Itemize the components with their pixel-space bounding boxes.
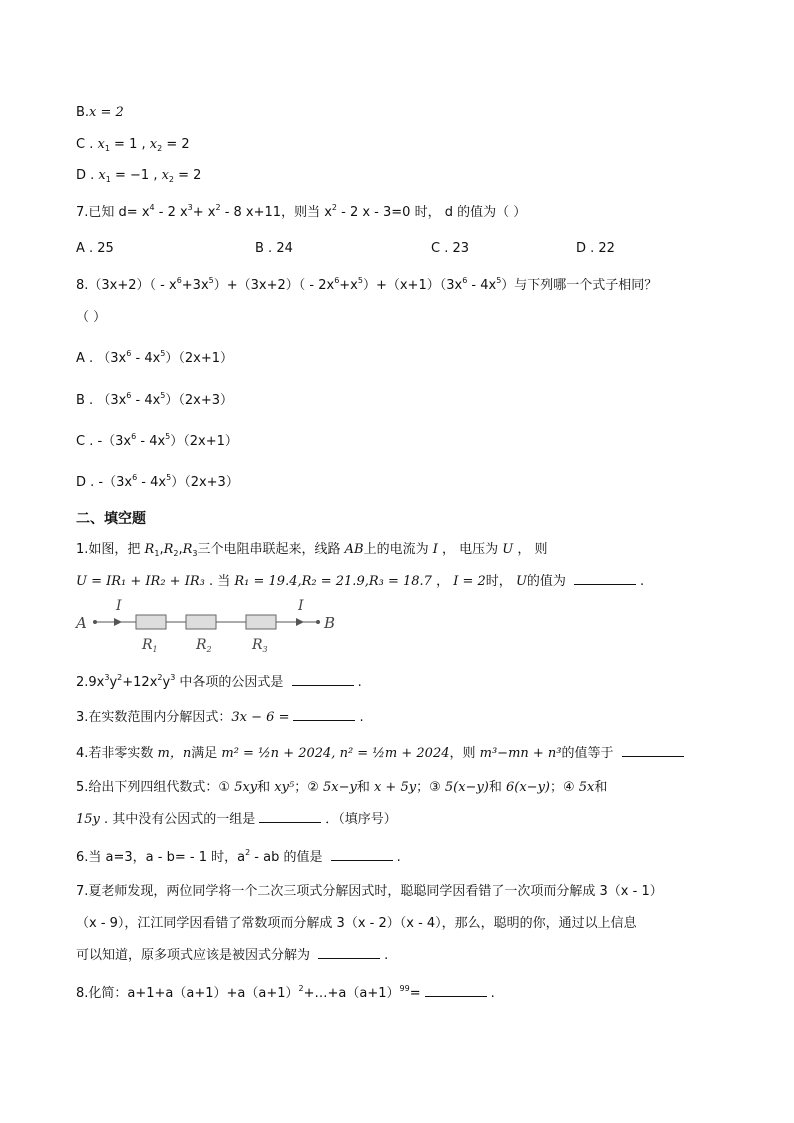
resistor-r2 [186,615,216,629]
answer-blank[interactable] [574,572,636,585]
resistor-r3 [246,615,276,629]
q7-option-b: B . 24 [255,241,293,256]
q8-option-a: A . $(3x^6 - 4x^5)(2x+1)$ [76,349,234,366]
answer-blank[interactable] [259,810,321,823]
question-7: 7.已知 $d= x^4 - 2$ $x^3+ x^2 - 8$ x+11，则当 $x^2 - 2$ x - 3=0 时， d 的值为（ ） [76,203,527,220]
fill-7-line-3: 可以知道，原多项式应该是被因式分解为 . [76,948,389,963]
fill-6: 6.当 a=3，a - b= - 1 时，$a^2$ - ab 的值是 . [76,848,401,865]
current-label-left: I [116,598,122,614]
resistor-r1-label: $R_1$ [142,637,158,654]
fill-1-line-2: U = IR₁ + IR₂ + IR₃ . 当 R₁ = 19.4,R₂ = 21.9,R₃ = 18.7 ， I = 2时， U的值为 . [76,574,645,589]
question-8: $8.(3x+2)( - x^6+3x^5)+(3x+2)( - 2x^6+x^5)+(x+1)(3x^6 - 4x^5)$与下列哪一个式子相同？ [76,276,658,293]
answer-blank[interactable] [622,744,684,757]
answer-blank[interactable] [293,708,355,721]
q7-option-a: A . 25 [76,241,114,256]
node-b-label: B [324,614,336,632]
q7-option-c: C . 23 [431,241,470,256]
current-label-right: I [298,598,304,614]
option-d: D . $x_1 = -1$ , $x_2 = 2$ [76,168,202,184]
section-title: 二、填空题 [76,511,146,527]
answer-blank[interactable] [292,673,354,686]
fill-3: 3.在实数范围内分解因式：3x − 6 = . [76,710,364,725]
q8-option-b: B . $(3x^6 - 4x^5)(2x+3)$ [76,391,234,408]
fill-5-line-1: 5.给出下列四组代数式：① 5xy和 xy⁵；② 5x−y和 x + 5y；③ 5(x−y)和 6(x−y)；④ 5x和 [76,780,608,795]
resistor-r1 [136,615,166,629]
fill-7-line-1: 7.夏老师发现，两位同学将一个二次三项式分解因式时，聪聪同学因看错了一次项而分解成 3（x - 1） [76,884,663,899]
resistor-r3-label: $R_3$ [252,637,268,654]
current-arrow-right [296,618,304,626]
fill-4: 4.若非零实数 m，n满足 m² = ½n + 2024, n² = ½m + 2024，则 m³−mn + n³的值等于 [76,744,688,763]
fill-2: $2.9x^3y^2+12x^2y^3$ 中各项的公因式是 . [76,673,362,690]
fill-7-line-2: （x - 9），江江同学因看错了常数项而分解成 3（x - 2）（x - 4），那么，聪明的你，通过以上信息 [76,916,637,931]
node-a-label: A [76,614,87,632]
option-c: C . $x_1 = 1$ , $x_2 = 2$ [76,137,190,153]
node-b-dot [316,620,320,624]
fill-5-line-2: 15y . 其中没有公因式的一组是 ．（填序号） [76,812,397,827]
q8-option-c: C . $-(3x^6 - 4x^5)(2x+1)$ [76,432,238,449]
fill-8: 8.化简：$a+1+a(a+1)+a(a+1)^2+\dots+a(a+1)^{99}=$ . [76,984,495,1001]
option-b: B.x = 2 [76,105,124,120]
answer-blank[interactable] [318,946,380,959]
circuit-diagram [74,596,344,656]
current-arrow-left [114,618,122,626]
fill-1-line-1: 1.如图，把 $R_1,R_2,R_3$三个电阻串联起来，线路 AB上的电流为 I ， 电压为 U ， 则 [76,542,548,558]
q8-option-d: D . $-(3x^6 - 4x^5)(2x+3)$ [76,473,239,490]
q7-option-d: D . 22 [576,241,615,256]
answer-blank[interactable] [425,984,487,997]
resistor-r2-label: $R_2$ [196,637,212,654]
question-8-blank: （ ） [76,310,107,325]
answer-blank[interactable] [331,848,393,861]
